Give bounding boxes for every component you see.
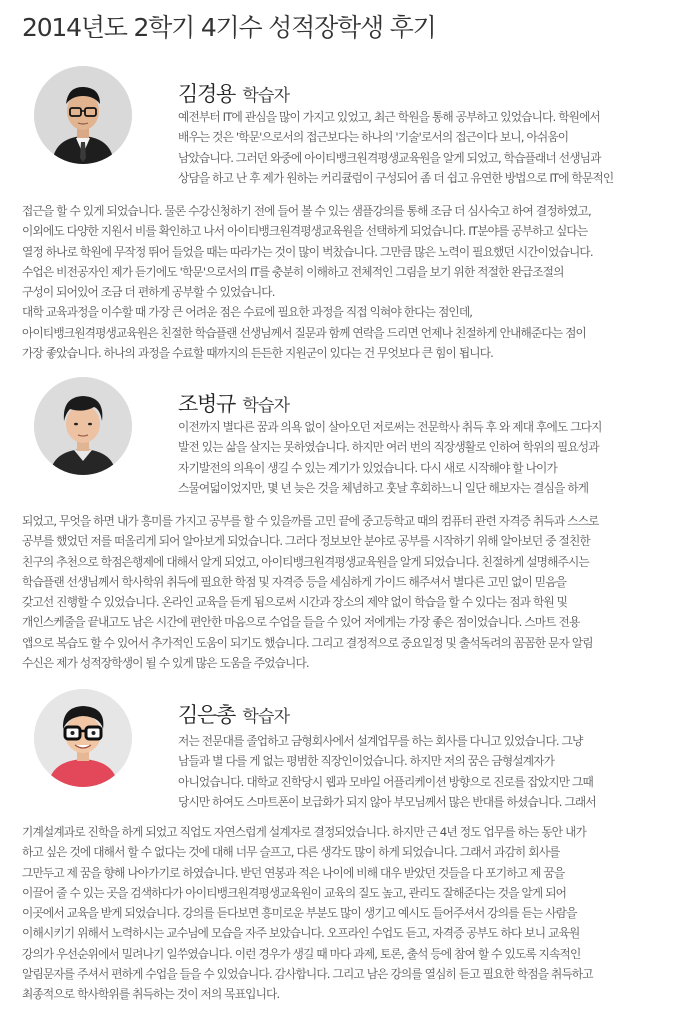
text-line: 수신은 제가 성적장학생이 될 수 있게 많은 도움을 주었습니다. <box>22 655 309 670</box>
review-intro-2 <box>0 417 675 498</box>
review-body-3 <box>0 822 675 1004</box>
text-line: 갖고선 진행할 수 있었습니다. 온라인 교육을 듣게 됨으로써 시간과 장소의 제약 없이 학습을 할 수 있다는 점과 학원 및 <box>22 595 568 609</box>
text-line: 이곳에서 교육을 받게 되었습니다. 강의를 듣다보면 흥미로운 부분도 많이 생기고 예시도 들어주셔서 강의를 듣는 사람을 <box>22 906 577 920</box>
text-line: 가장 좋았습니다. 하나의 과정을 수료할 때까지의 든든한 지원군이 있다는 건 무엇보다 큰 힘이 됩니다. <box>22 345 494 360</box>
text-line: 강의가 우선순위에서 밀려나기 일쑤였습니다. 이런 경우가 생길 때 마다 과제, 토론, 출석 등에 참여 할 수 있도록 지속적인 <box>22 946 581 961</box>
text-line: 아이티뱅크원격평생교육원은 친절한 학습플랜 선생님께서 질문과 함께 연락을 드리면 언제나 친절하게 안내해준다는 점이 <box>22 325 586 340</box>
student-role: 학습자 <box>242 396 290 416</box>
student-name-text: 김은총 <box>178 703 235 727</box>
text-line: 대학 교육과정을 이수할 때 가장 큰 어려운 점은 수료에 필요한 과정을 직접 익혀야 한다는 점인데, <box>22 305 473 320</box>
review-body-2 <box>0 511 675 673</box>
text-line: 친구의 추천으로 학점은행제에 대해서 알게 되었고, 아이티뱅크원격평생교육원을 알게 되었습니다. 친절하게 설명해주시는 <box>22 554 589 569</box>
text-line: 스물여덟이었지만, 몇 년 늦은 것을 체념하고 훗날 후회하느니 일단 해보자는 결심을 하게 <box>178 480 589 495</box>
text-line: 구성이 되어있어 조금 더 편하게 공부할 수 있었습니다. <box>22 285 275 299</box>
text-line: 학습플랜 선생님께서 학사학위 취득에 필요한 학점 및 자격증 등을 세심하게 가이드 해주셔서 별다른 고민 없이 믿음을 <box>22 574 567 589</box>
text-line: 공부를 했었던 저를 떠올리게 되어 알아보게 되었습니다. 그러다 정보보안 분야로 공부를 시작하기 위해 알아보던 중 절친한 <box>22 534 590 549</box>
text-line: 최종적으로 학사학위를 취득하는 것이 저의 목표입니다. <box>22 987 280 1001</box>
student-name-1 <box>178 78 289 108</box>
text-line: 알림문자를 주셔서 편하게 수업을 들을 수 있었습니다. 감사합니다. 그리고 남은 강의를 열심히 듣고 필요한 학점을 취득하고 <box>22 966 593 981</box>
text-line: 개인스케줄을 끝내고도 남은 시간에 편안한 마음으로 수업을 들을 수 있어 저에게는 가장 좋은 점이었습니다. 스마트 전용 <box>22 615 580 630</box>
review-intro-1 <box>0 107 675 188</box>
text-line: 남들과 별 다를 게 없는 평범한 직장인이었습니다. 하지만 저의 꿈은 금형설계자가 <box>178 754 555 769</box>
text-line: 자기발전의 의욕이 생길 수 있는 계기가 있었습니다. 다시 새로 시작해야 할 나이가 <box>178 460 557 475</box>
text-line: 이끌어 줄 수 있는 곳을 검색하다가 아이티뱅크원격평생교육원이 교육의 질도 높고, 관리도 잘해준다는 것을 알게 되어 <box>22 885 567 900</box>
text-line: 수업은 비전공자인 제가 듣기에도 '학문'으로서의 IT를 충분히 이해하고 전체적인 그림을 보기 위한 적절한 완급조절의 <box>22 264 564 279</box>
text-line: 되었고, 무엇을 하면 내가 흥미를 가지고 공부를 할 수 있을까를 고민 끝에 중고등학교 때의 컴퓨터 관련 자격증 취득과 스스로 <box>22 514 599 528</box>
text-line: 접근을 할 수 있게 되었습니다. 물론 수강신청하기 전에 들어 볼 수 있는 샘플강의를 통해 조금 더 심사숙고 하여 결정하였고, <box>22 204 591 218</box>
review-intro-3 <box>0 731 675 812</box>
text-line: 앱으로 복습도 할 수 있어서 추가적인 도움이 되기도 했습니다. 그리고 결정적으로 중요일정 및 출석독려의 꼼꼼한 문자 알림 <box>22 635 593 650</box>
text-line: 이해시키기 위해서 노력하시는 교수님에 모습을 자주 보았습니다. 오프라인 수업도 듣고, 자격증 공부도 하다 보니 교육원 <box>22 926 580 941</box>
text-line: 발전 있는 삶을 살지는 못하였습니다. 하지만 여러 번의 직장생활로 인하여 학위의 필요성과 <box>178 440 599 455</box>
page-title: 2014년도 2학기 4기수 성적장학생 후기 <box>22 13 436 42</box>
student-name-text: 조병규 <box>178 392 235 416</box>
text-line: 그만두고 제 꿈을 향해 나아가기로 하였습니다. 받던 연봉과 적은 나이에 비해 대우 받았던 것들을 다 포기하고 제 꿈을 <box>22 865 565 880</box>
text-line: 아니었습니다. 대학교 진학당시 웹과 모바일 어플리케이션 방향으로 진로를 잡았지만 그때 <box>178 774 593 789</box>
review-body-1 <box>0 201 675 363</box>
student-name-3 <box>178 699 289 729</box>
text-line: 기계설계과로 진학을 하게 되었고 직업도 자연스럽게 설계자로 결정되었습니다. 하지만 근 4년 정도 업무를 하는 동안 내가 <box>22 825 586 839</box>
student-name-text: 김경용 <box>178 82 235 106</box>
text-line: 배우는 것은 '학문'으로서의 접근보다는 하나의 '기술'로서의 접근이다 보니, 아쉬움이 <box>178 130 569 145</box>
text-line: 이전까지 별다른 꿈과 의욕 없이 살아오던 저로써는 전문학사 취득 후 와 제대 후에도 그다지 <box>178 420 602 434</box>
student-role: 학습자 <box>242 707 290 727</box>
student-name-2 <box>178 388 289 418</box>
text-line: 하고 싶은 것에 대해서 할 수 없다는 것에 대해 너무 슬프고, 다른 생각도 많이 하게 되었습니다. 그래서 과감히 회사를 <box>22 845 560 860</box>
text-line: 남았습니다. 그러던 와중에 아이티뱅크원격평생교육원을 알게 되었고, 학습플래너 선생님과 <box>178 150 601 165</box>
student-role: 학습자 <box>242 86 290 106</box>
text-line: 상담을 하고 난 후 제가 원하는 커리큘럼이 구성되어 좀 더 쉽고 유연한 방법으로 IT에 학문적인 <box>178 170 614 185</box>
text-line: 예전부터 IT에 관심을 많이 가지고 있었고, 최근 학원을 통해 공부하고 있었습니다. 학원에서 <box>178 110 600 124</box>
text-line: 열정 하나로 학원에 무작정 뛰어 들었을 때는 따라가는 것이 많이 벅찼습니다. 그만큼 많은 노력이 필요했던 시간이었습니다. <box>22 244 593 259</box>
text-line: 저는 전문대를 졸업하고 금형회사에서 설계업무를 하는 회사를 다니고 있었습니다. 그냥 <box>178 734 583 748</box>
text-line: 당시만 하여도 스마트폰이 보급화가 되지 않아 부모님께서 많은 반대를 하셨습니다. 그래서 <box>178 794 596 809</box>
text-line: 이외에도 다양한 지원서 비를 확인하고 나서 아이티뱅크원격평생교육원을 선택하게 되었습니다. IT분야를 공부하고 싶다는 <box>22 224 588 239</box>
